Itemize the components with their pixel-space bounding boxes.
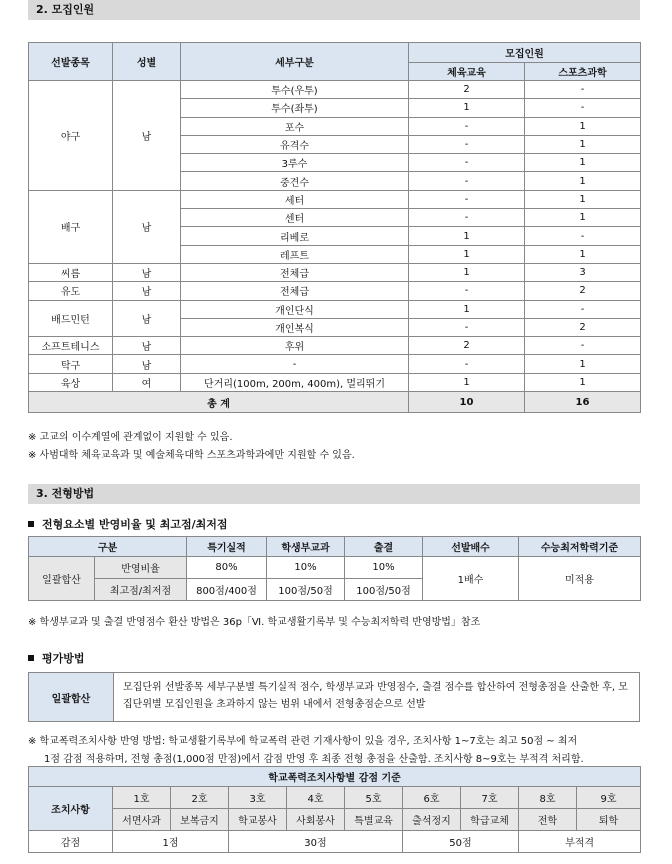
pe-count: 1 bbox=[409, 263, 525, 281]
ratio-header-special: 특기실적 bbox=[187, 537, 267, 557]
detail-cell: 리베로 bbox=[181, 227, 409, 245]
ss-count: 2 bbox=[525, 318, 641, 336]
ratio-method: 일괄합산 bbox=[29, 557, 95, 601]
ratio-header-csat: 수능최저학력기준 bbox=[519, 537, 641, 557]
note-1: ※ 고교의 이수계열에 관계없이 지원할 수 있음. bbox=[28, 432, 233, 443]
ss-count: 1 bbox=[525, 245, 641, 263]
deduct-label: 감점 bbox=[29, 831, 113, 853]
square-bullet-icon bbox=[28, 521, 34, 527]
ratio-special-score: 800점/400점 bbox=[187, 579, 267, 601]
ss-count: 1 bbox=[525, 355, 641, 373]
ratio-multiple: 1배수 bbox=[423, 557, 519, 601]
measure-name: 사회봉사 bbox=[287, 809, 345, 831]
deduct-value: 50점 bbox=[403, 831, 519, 853]
ratio-special-rate: 80% bbox=[187, 557, 267, 579]
table-row bbox=[29, 300, 641, 318]
violence-table bbox=[28, 766, 641, 853]
ss-count: 1 bbox=[525, 190, 641, 208]
sex: 남 bbox=[113, 355, 181, 373]
pe-count: - bbox=[409, 355, 525, 373]
measure-name: 학급교체 bbox=[461, 809, 519, 831]
header-pe: 체육교육 bbox=[409, 63, 525, 81]
pe-count: - bbox=[409, 318, 525, 336]
ss-count: 1 bbox=[525, 373, 641, 391]
sex: 남 bbox=[113, 337, 181, 355]
ss-count: 1 bbox=[525, 117, 641, 135]
measure-name: 전학 bbox=[519, 809, 577, 831]
detail-cell: 세터 bbox=[181, 190, 409, 208]
pe-count: 1 bbox=[409, 99, 525, 117]
table-row bbox=[29, 81, 641, 99]
detail-cell: 전체급 bbox=[181, 282, 409, 300]
total-label: 총 계 bbox=[29, 392, 409, 413]
measure-number: 9호 bbox=[577, 787, 641, 809]
sex: 남 bbox=[113, 81, 181, 191]
violence-title: 학교폭력조치사항별 감점 기준 bbox=[29, 767, 641, 787]
subheading-evaluation: 평가방법 bbox=[28, 650, 85, 666]
evaluation-label: 일괄합산 bbox=[29, 673, 114, 721]
ratio-header-attend: 출결 bbox=[345, 537, 423, 557]
header-ss: 스포츠과학 bbox=[525, 63, 641, 81]
section-3-header: 3. 전형방법 bbox=[28, 484, 640, 504]
pe-count: 2 bbox=[409, 81, 525, 99]
sport-type: 육상 bbox=[29, 373, 113, 391]
ratio-row2-label: 최고점/최저점 bbox=[95, 579, 187, 601]
sex: 남 bbox=[113, 282, 181, 300]
square-bullet-icon bbox=[28, 655, 34, 661]
ss-count: - bbox=[525, 300, 641, 318]
evaluation-text: 모집단위 선발종목 세부구분별 특기실적 점수, 학생부교과 반영점수, 출결 점수를 합산하여 전형총점을 산출한 후, 모집단위별 모집인원을 초과하지 않는 범위 내에서 전형총점순으로 선발 bbox=[123, 682, 628, 710]
measure-name: 보복금지 bbox=[171, 809, 229, 831]
detail-cell: 투수(좌투) bbox=[181, 99, 409, 117]
total-pe: 10 bbox=[409, 392, 525, 413]
ss-count: 2 bbox=[525, 282, 641, 300]
ratio-attend-rate: 10% bbox=[345, 557, 423, 579]
header-type: 선발종목 bbox=[29, 43, 113, 81]
ss-count: - bbox=[525, 81, 641, 99]
detail-cell: 센터 bbox=[181, 209, 409, 227]
ss-count: - bbox=[525, 227, 641, 245]
detail-cell: 중견수 bbox=[181, 172, 409, 190]
ss-count: 1 bbox=[525, 172, 641, 190]
ratio-header-division: 구분 bbox=[29, 537, 187, 557]
header-recruit: 모집인원 bbox=[409, 43, 641, 63]
subheading-ratio: 전형요소별 반영비율 및 최고점/최저점 bbox=[28, 516, 228, 532]
measure-number: 3호 bbox=[229, 787, 287, 809]
pe-count: 1 bbox=[409, 245, 525, 263]
pe-count: - bbox=[409, 282, 525, 300]
detail-cell: 전체급 bbox=[181, 263, 409, 281]
sport-type: 야구 bbox=[29, 81, 113, 191]
ratio-header-school: 학생부교과 bbox=[267, 537, 345, 557]
detail-cell: 후위 bbox=[181, 337, 409, 355]
header-sex: 성별 bbox=[113, 43, 181, 81]
measure-number: 2호 bbox=[171, 787, 229, 809]
detail-cell: 3루수 bbox=[181, 154, 409, 172]
table-row bbox=[29, 263, 641, 281]
note-violence-1: ※ 학교폭력조치사항 반영 방법: 학교생활기록부에 학교폭력 관련 기재사항이 있을 경우, 조치사항 1~7호는 최고 50점 ~ 최저 bbox=[28, 736, 578, 747]
pe-count: - bbox=[409, 117, 525, 135]
measure-number: 6호 bbox=[403, 787, 461, 809]
sex: 남 bbox=[113, 190, 181, 263]
pe-count: 1 bbox=[409, 300, 525, 318]
measure-name: 특별교육 bbox=[345, 809, 403, 831]
sport-type: 씨름 bbox=[29, 263, 113, 281]
detail-cell: - bbox=[181, 355, 409, 373]
sport-type: 배드민턴 bbox=[29, 300, 113, 337]
measure-name: 출석정지 bbox=[403, 809, 461, 831]
ratio-attend-score: 100점/50점 bbox=[345, 579, 423, 601]
total-ss: 16 bbox=[525, 392, 641, 413]
table-row bbox=[29, 373, 641, 391]
detail-cell: 투수(우투) bbox=[181, 81, 409, 99]
note-conversion: ※ 학생부교과 및 출결 반영점수 환산 방법은 36p「Ⅵ. 학교생활기록부 및 수능최저학력 반영방법」참조 bbox=[28, 617, 481, 628]
ss-count: 1 bbox=[525, 154, 641, 172]
sport-type: 탁구 bbox=[29, 355, 113, 373]
sport-type: 유도 bbox=[29, 282, 113, 300]
ss-count: - bbox=[525, 99, 641, 117]
pe-count: - bbox=[409, 190, 525, 208]
pe-count: - bbox=[409, 172, 525, 190]
ss-count: 1 bbox=[525, 135, 641, 153]
measure-number: 1호 bbox=[113, 787, 171, 809]
pe-count: - bbox=[409, 135, 525, 153]
table-row bbox=[29, 282, 641, 300]
section-2-header: 2. 모집인원 bbox=[28, 0, 640, 20]
deduct-value: 부적격 bbox=[519, 831, 641, 853]
recruitment-table bbox=[28, 42, 641, 413]
measure-number: 4호 bbox=[287, 787, 345, 809]
ratio-school-score: 100점/50점 bbox=[267, 579, 345, 601]
deduct-value: 1점 bbox=[113, 831, 229, 853]
ratio-header-multiple: 선발배수 bbox=[423, 537, 519, 557]
ratio-table bbox=[28, 536, 641, 601]
detail-cell: 포수 bbox=[181, 117, 409, 135]
measure-number: 8호 bbox=[519, 787, 577, 809]
note-violence-2: 1점 감점 적용하며, 전형 총점(1,000점 만점)에서 감점 반영 후 최종 전형 총점을 산출함. 조치사항 8~9호는 부적격 처리함. bbox=[44, 754, 584, 765]
sex: 남 bbox=[113, 300, 181, 337]
ss-count: - bbox=[525, 337, 641, 355]
sex: 여 bbox=[113, 373, 181, 391]
table-row bbox=[29, 355, 641, 373]
pe-count: 1 bbox=[409, 373, 525, 391]
header-detail: 세부구분 bbox=[181, 43, 409, 81]
ss-count: 3 bbox=[525, 263, 641, 281]
detail-cell: 유격수 bbox=[181, 135, 409, 153]
measure-number: 7호 bbox=[461, 787, 519, 809]
pe-count: 1 bbox=[409, 227, 525, 245]
detail-cell: 단거리(100m, 200m, 400m), 멀리뛰기 bbox=[181, 373, 409, 391]
table-row bbox=[29, 337, 641, 355]
ratio-csat: 미적용 bbox=[519, 557, 641, 601]
ratio-school-rate: 10% bbox=[267, 557, 345, 579]
measure-name: 학교봉사 bbox=[229, 809, 287, 831]
ratio-row1-label: 반영비율 bbox=[95, 557, 187, 579]
detail-cell: 개인단식 bbox=[181, 300, 409, 318]
detail-cell: 개인복식 bbox=[181, 318, 409, 336]
evaluation-box bbox=[28, 672, 640, 722]
sex: 남 bbox=[113, 263, 181, 281]
pe-count: - bbox=[409, 209, 525, 227]
pe-count: 2 bbox=[409, 337, 525, 355]
measure-number: 5호 bbox=[345, 787, 403, 809]
measures-label: 조치사항 bbox=[29, 787, 113, 831]
sport-type: 배구 bbox=[29, 190, 113, 263]
pe-count: - bbox=[409, 154, 525, 172]
deduct-value: 30점 bbox=[229, 831, 403, 853]
ss-count: 1 bbox=[525, 209, 641, 227]
note-2: ※ 사범대학 체육교육과 및 예술체육대학 스포츠과학과에만 지원할 수 있음. bbox=[28, 450, 355, 461]
sport-type: 소프트테니스 bbox=[29, 337, 113, 355]
measure-name: 서면사과 bbox=[113, 809, 171, 831]
detail-cell: 레프트 bbox=[181, 245, 409, 263]
measure-name: 퇴학 bbox=[577, 809, 641, 831]
table-row bbox=[29, 190, 641, 208]
